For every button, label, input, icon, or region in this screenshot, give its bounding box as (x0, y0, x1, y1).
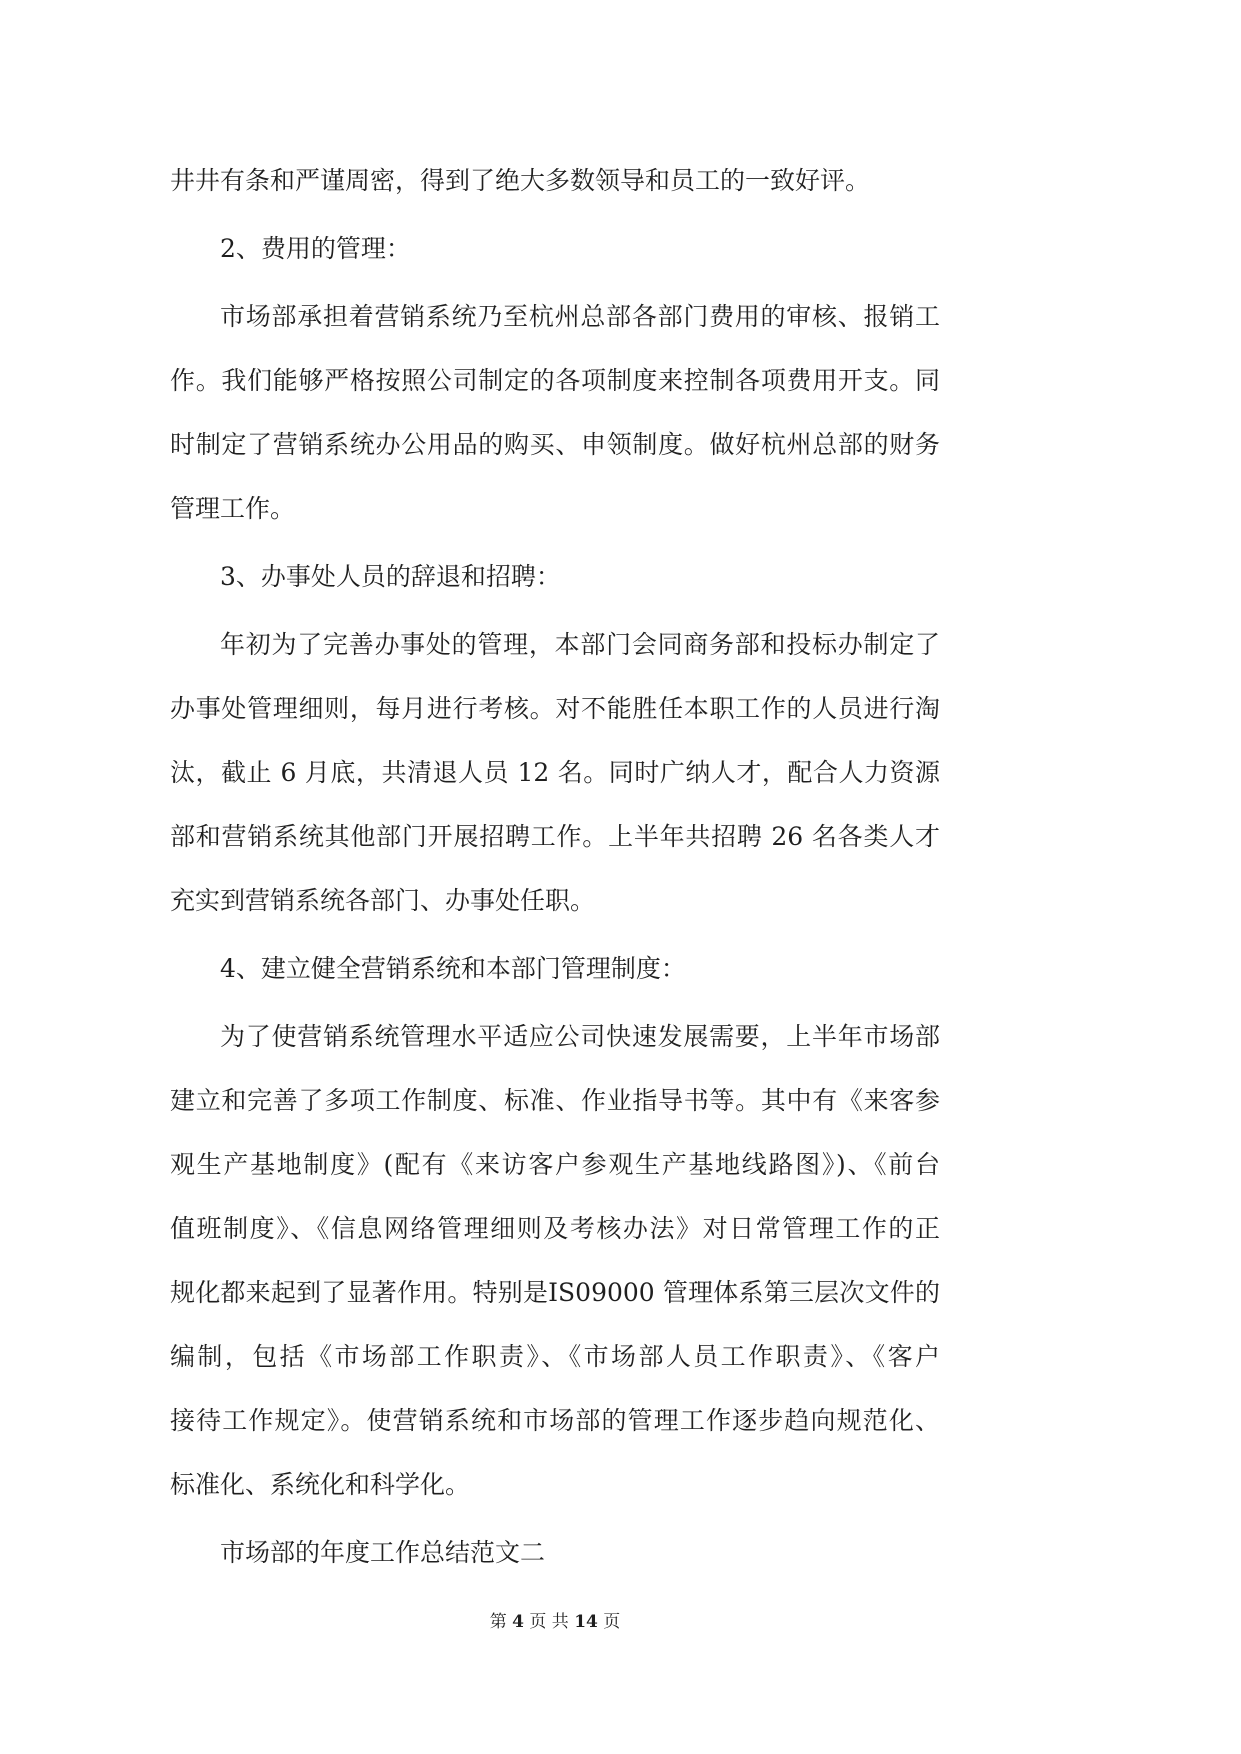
text-line: 充实到营销系统各部门、办事处任职。 (170, 886, 596, 915)
paragraph-expense-management (170, 285, 940, 541)
text-line: 规化都来起到了显著作用。特别是IS09000 管理体系第三层次文件的 (170, 1278, 940, 1307)
text-line: 汰，截止 6 月底，共清退人员 12 名。同时广纳人才，配合人力资源 (170, 758, 940, 787)
text-line: 市场部承担着营销系统乃至杭州总部各部门费用的审核、报销工 (220, 302, 940, 331)
text-line: 管理工作。 (170, 494, 296, 523)
text-line: 年初为了完善办事处的管理，本部门会同商务部和投标办制定了 (220, 630, 940, 659)
text-line: 标准化、系统化和科学化。 (170, 1470, 471, 1499)
text-line: 办事处管理细则，每月进行考核。对不能胜任本职工作的人员进行淘 (170, 694, 940, 723)
section-heading: 4、建立健全营销系统和本部门管理制度： (220, 954, 686, 983)
paragraph-office-staffing (170, 613, 940, 933)
paragraph-management-system (170, 1005, 940, 1517)
section-title-summary-two (170, 1521, 940, 1585)
text-line: 为了使营销系统管理水平适应公司快速发展需要，上半年市场部 (220, 1022, 940, 1051)
current-page-number: 4 (512, 1612, 524, 1632)
total-pages-number: 14 (574, 1612, 598, 1632)
text-line: 建立和完善了多项工作制度、标准、作业指导书等。其中有《来客参 (170, 1086, 940, 1115)
section-heading-expense-management (170, 217, 940, 281)
page-suffix: 页 (603, 1612, 621, 1632)
page-middle: 页 共 (529, 1612, 569, 1632)
section-heading: 3、办事处人员的辞退和招聘： (220, 562, 561, 591)
text-line: 值班制度》、《信息网络管理细则及考核办法》对日常管理工作的正 (170, 1214, 940, 1243)
document-body (170, 149, 940, 1589)
page-prefix: 第 (489, 1612, 507, 1632)
text-line: 部和营销系统其他部门开展招聘工作。上半年共招聘 26 名各类人才 (170, 822, 940, 851)
paragraph-continuation (170, 149, 940, 213)
text-line: 观生产基地制度》(配有《来访客户参观生产基地线路图》)、《前台 (170, 1150, 940, 1179)
section-title: 市场部的年度工作总结范文二 (220, 1538, 546, 1567)
text-line: 作。我们能够严格按照公司制定的各项制度来控制各项费用开支。同 (170, 366, 940, 395)
section-heading-office-staffing (170, 545, 940, 609)
text-line: 时制定了营销系统办公用品的购买、申领制度。做好杭州总部的财务 (170, 430, 940, 459)
text-line: 井井有条和严谨周密，得到了绝大多数领导和员工的一致好评。 (170, 166, 871, 195)
section-heading-management-system (170, 937, 940, 1001)
text-line: 接待工作规定》。使营销系统和市场部的管理工作逐步趋向规范化、 (170, 1406, 940, 1435)
section-heading: 2、费用的管理： (220, 234, 411, 263)
text-line: 编制，包括《市场部工作职责》、《市场部人员工作职责》、《客户 (170, 1342, 940, 1371)
page-footer (170, 1608, 940, 1636)
